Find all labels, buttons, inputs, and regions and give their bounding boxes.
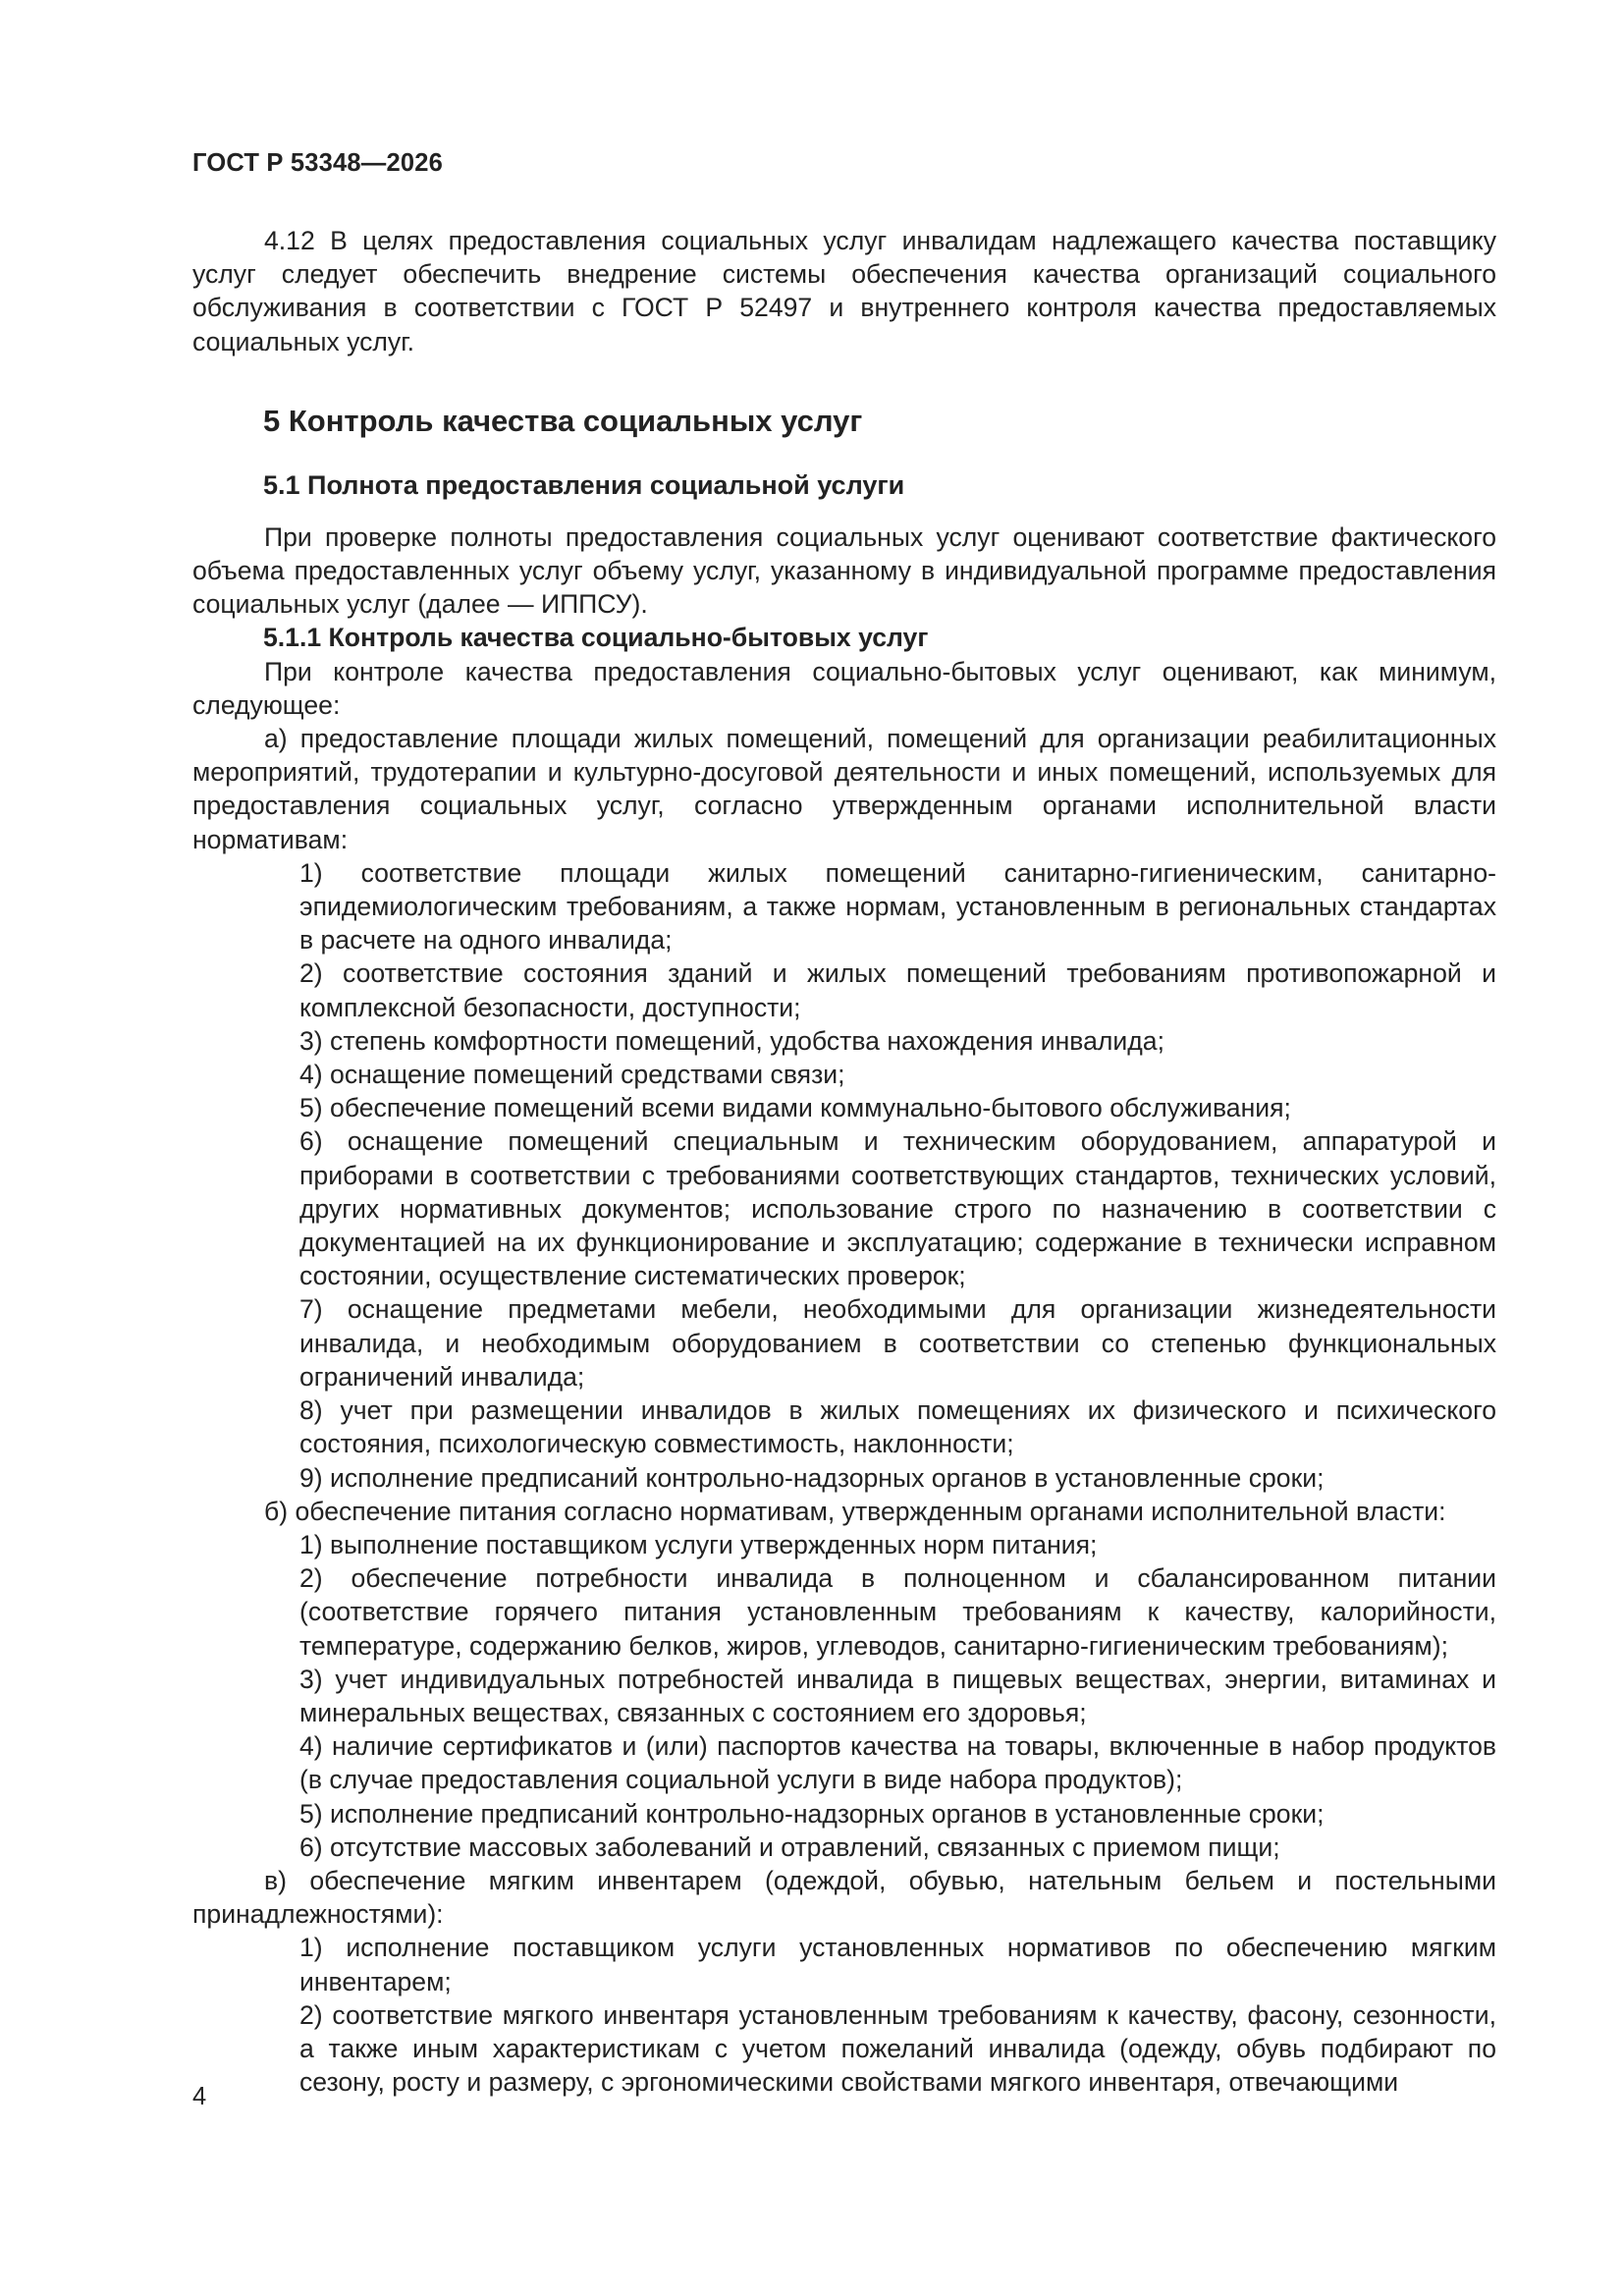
document-header: ГОСТ Р 53348—2026 [192, 149, 444, 177]
list-item-v: в) обеспечение мягким инвентарем (одеждой, обувью, нательным бельем и постельными принадлежностями): [192, 1865, 1496, 1930]
list-subitem-a-8: 8) учет при размещении инвалидов в жилых помещениях их физического и психического состояния, психологическую совместимость, наклонности; [299, 1395, 1496, 1459]
page-number: 4 [192, 2083, 207, 2110]
list-subitem-b-3: 3) учет индивидуальных потребностей инвалида в пищевых веществах, энергии, витаминах и минеральных веществах, связанных с состоянием его здоровья; [299, 1664, 1496, 1727]
list-subitem-b-6: 6) отсутствие массовых заболеваний и отравлений, связанных с приемом пищи; [299, 1831, 1280, 1862]
paragraph-4-12: 4.12 В целях предоставления социальных услуг инвалидам надлежащего качества поставщику услуг следует обеспечить внедрение системы обеспечения качества организаций социального обслуживания в соответствии с ГОСТ Р 52497 и внутреннего контроля качества предоставляемых социальных услуг. [192, 226, 1496, 356]
list-subitem-b-5: 5) исполнение предписаний контрольно-надзорных органов в установленные сроки; [299, 1798, 1325, 1829]
section-5-1-1-heading: 5.1.1 Контроль качества социально-бытовых услуг [263, 623, 929, 653]
list-subitem-a-4: 4) оснащение помещений средствами связи; [299, 1060, 845, 1090]
section-5-heading: 5 Контроль качества социальных услуг [263, 403, 863, 438]
paragraph-5-1-1-intro: При контроле качества предоставления социально-бытовых услуг оценивают, как минимум, следующее: [192, 656, 1496, 720]
section-5-1-heading: 5.1 Полнота предоставления социальной услуги [263, 469, 905, 500]
list-item-a: а) предоставление площади жилых помещений, помещений для организации реабилитационных мероприятий, трудотерапии и культурно-досуговой деятельности и иных помещений, используемых для предоставления социальных услуг, согласно утвержденным органами исполнительной власти нормативам: [192, 724, 1496, 854]
list-subitem-a-2: 2) соответствие состояния зданий и жилых помещений требованиям противопожарной и комплексной безопасности, доступности; [299, 958, 1496, 1022]
list-subitem-a-1: 1) соответствие площади жилых помещений санитарно-гигиеническим, санитарно-эпидемиологическим требованиям, а также нормам, установленным в региональных стандартах в расчете на одного инвалида; [299, 857, 1496, 956]
list-subitem-v-2: 2) соответствие мягкого инвентаря установленным требованиям к качеству, фасону, сезонности, а также иным характеристикам с учетом пожеланий инвалида (одежду, обувь подбирают по сезону, росту и размеру, с эргономическими свойствами мягкого инвентаря, отвечающими [299, 1999, 1496, 2098]
list-subitem-a-6: 6) оснащение помещений специальным и техническим оборудованием, аппаратурой и приборами в соответствии с требованиями соответствующих стандартов, технических условий, других нормативных документов; использование строго по назначению в соответствии с документацией на их функционирование и эксплуатацию; содержание в технически исправном состоянии, осуществление систематических проверок; [299, 1126, 1496, 1291]
list-subitem-a-7: 7) оснащение предметами мебели, необходимыми для организации жизнедеятельности инвалида, и необходимым оборудованием в соответствии со степенью функциональных ограничений инвалида; [299, 1294, 1496, 1392]
list-item-b: б) обеспечение питания согласно нормативам, утвержденным органами исполнительной власти: [264, 1496, 1446, 1526]
list-subitem-b-1: 1) выполнение поставщиком услуги утвержденных норм питания; [299, 1529, 1098, 1559]
list-subitem-a-5: 5) обеспечение помещений всеми видами коммунально-бытового обслуживания; [299, 1093, 1291, 1123]
paragraph-5-1: При проверке полноты предоставления социальных услуг оценивают соответствие фактического объема предоставленных услуг объему услуг, указанному в индивидуальной программе предоставления социальных услуг (далее — ИППСУ). [192, 521, 1496, 620]
list-subitem-a-9: 9) исполнение предписаний контрольно-надзорных органов в установленные сроки; [299, 1462, 1325, 1493]
document-body [192, 224, 1496, 2099]
list-subitem-a-3: 3) степень комфортности помещений, удобства нахождения инвалида; [299, 1025, 1164, 1056]
list-subitem-b-4: 4) наличие сертификатов и (или) паспортов качества на товары, включенные в набор продуктов (в случае предоставления социальной услуги в виде набора продуктов); [299, 1731, 1496, 1795]
list-subitem-b-2: 2) обеспечение потребности инвалида в полноценном и сбалансированном питании (соответствие горячего питания установленным требованиям к качеству, калорийности, температуре, содержанию белков, жиров, углеводов, санитарно-гигиеническим требованиям); [299, 1563, 1496, 1661]
list-subitem-v-1: 1) исполнение поставщиком услуги установленных нормативов по обеспечению мягким инвентарем; [299, 1933, 1496, 1996]
